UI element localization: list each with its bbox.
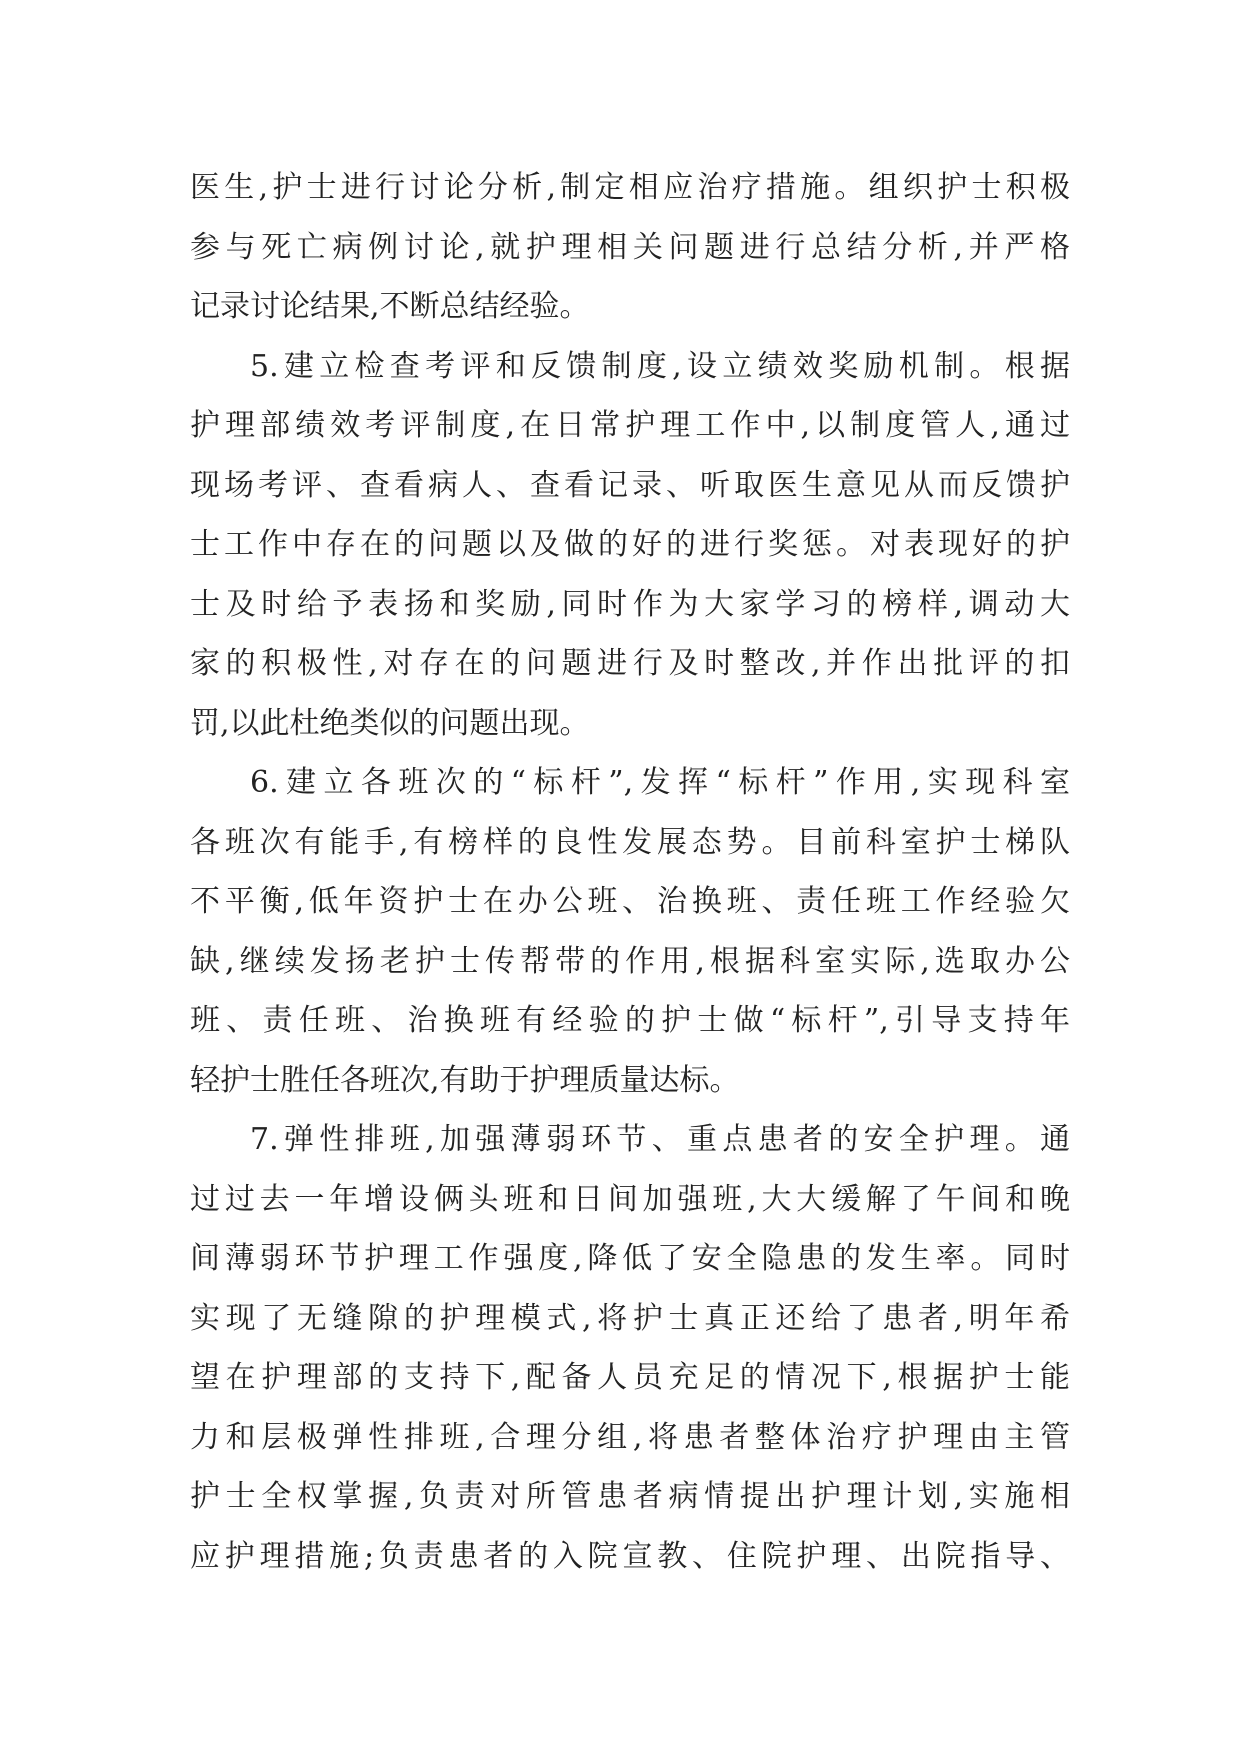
text-line: 间薄弱环节护理工作强度,降低了安全隐患的发生率。同时 bbox=[190, 1241, 1070, 1276]
paragraph-first-line: 7.弹性排班,加强薄弱环节、重点患者的安全护理。通 bbox=[250, 1122, 1070, 1157]
text-line: 缺,继续发扬老护士传帮带的作用,根据科室实际,选取办公 bbox=[190, 943, 1070, 979]
text-line: 各班次有能手,有榜样的良性发展态势。目前科室护士梯队 bbox=[190, 824, 1070, 860]
text-line: 参与死亡病例讨论,就护理相关问题进行总结分析,并严格 bbox=[190, 229, 1070, 265]
text-line: 士及时给予表扬和奖励,同时作为大家学习的榜样,调动大 bbox=[190, 586, 1070, 622]
document-body bbox=[190, 158, 1070, 1586]
text-line: 现场考评、查看病人、查看记录、听取医生意见从而反馈护 bbox=[190, 467, 1070, 503]
text-line: 士工作中存在的问题以及做的好的进行奖惩。对表现好的护 bbox=[190, 527, 1070, 562]
text-line: 医生,护士进行讨论分析,制定相应治疗措施。组织护士积极 bbox=[190, 170, 1070, 205]
text-line: 过过去一年增设俩头班和日间加强班,大大缓解了午间和晚 bbox=[190, 1181, 1070, 1217]
text-line: 望在护理部的支持下,配备人员充足的情况下,根据护士能 bbox=[190, 1360, 1070, 1395]
paragraph-first-line: 6.建立各班次的“标杆”,发挥“标杆”作用,实现科室 bbox=[250, 765, 1070, 800]
text-line: 力和层极弹性排班,合理分组,将患者整体治疗护理由主管 bbox=[190, 1419, 1070, 1455]
text-line: 实现了无缝隙的护理模式,将护士真正还给了患者,明年希 bbox=[190, 1300, 1070, 1336]
text-line: 记录讨论结果,不断总结经验。 bbox=[190, 289, 590, 324]
text-line: 护理部绩效考评制度,在日常护理工作中,以制度管人,通过 bbox=[190, 408, 1070, 443]
text-line: 护士全权掌握,负责对所管患者病情提出护理计划,实施相 bbox=[190, 1479, 1070, 1514]
text-line: 罚,以此杜绝类似的问题出现。 bbox=[190, 705, 590, 741]
text-line: 家的积极性,对存在的问题进行及时整改,并作出批评的扣 bbox=[190, 646, 1070, 681]
text-line: 班、责任班、治换班有经验的护士做“标杆”,引导支持年 bbox=[190, 1003, 1070, 1038]
paragraph-first-line: 5.建立检查考评和反馈制度,设立绩效奖励机制。根据 bbox=[250, 348, 1070, 384]
text-line: 轻护士胜任各班次,有助于护理质量达标。 bbox=[190, 1062, 740, 1098]
text-line: 应护理措施;负责患者的入院宣教、住院护理、出院指导、 bbox=[190, 1538, 1070, 1574]
text-line: 不平衡,低年资护士在办公班、治换班、责任班工作经验欠 bbox=[190, 884, 1070, 919]
